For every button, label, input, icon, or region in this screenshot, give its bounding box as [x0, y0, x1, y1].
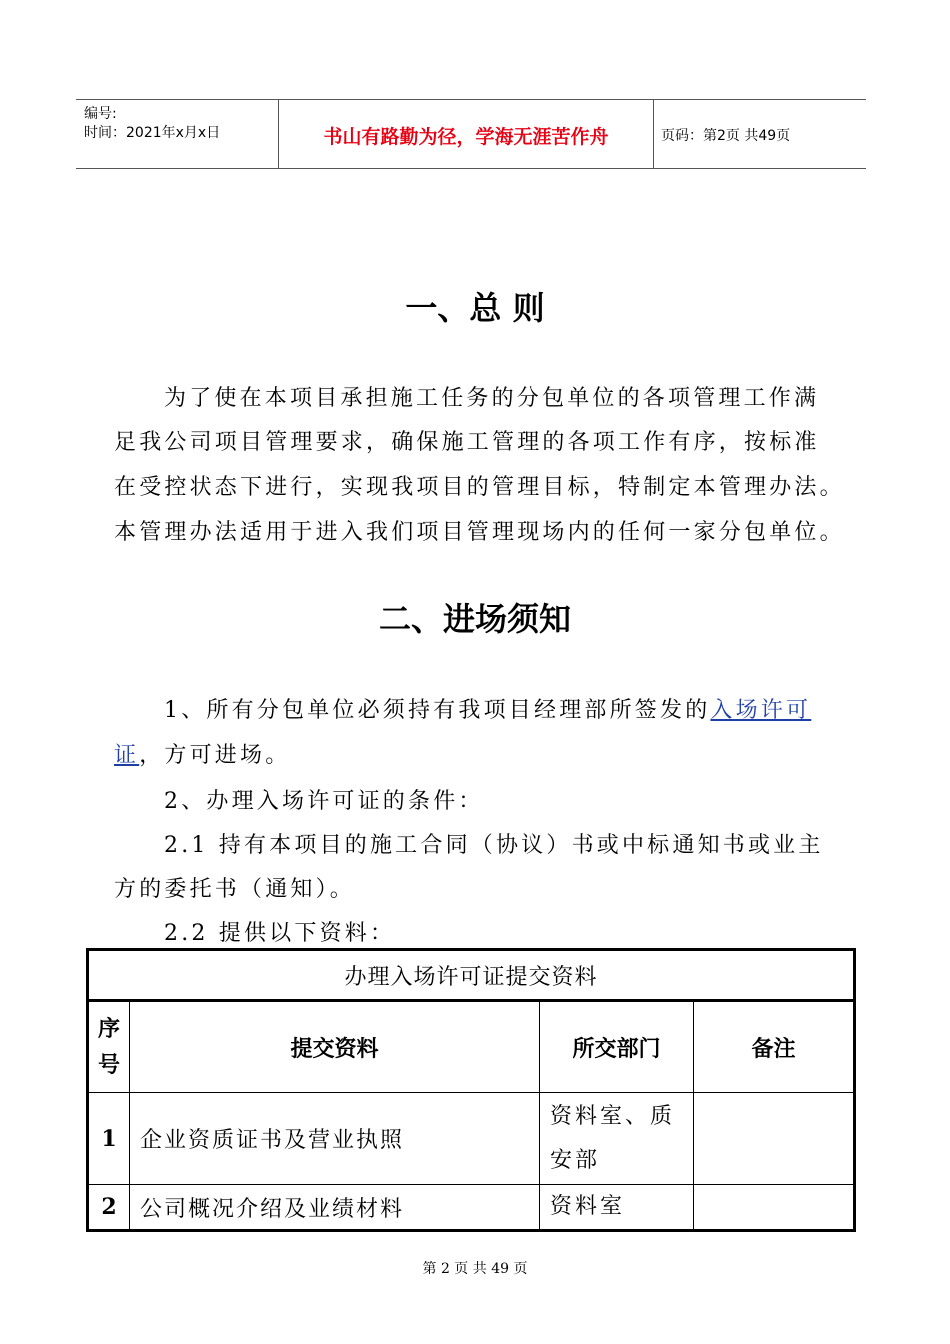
- header-motto: 书山有路勤为径，学海无涯苦作舟: [323, 126, 609, 148]
- header-center-cell: [278, 100, 654, 168]
- item-2-1-line-2: 方的委托书（通知）。: [114, 877, 356, 902]
- item-2-2: 2.2 提供以下资料：: [164, 921, 396, 946]
- header-right-cell: [653, 100, 866, 168]
- row-note: [694, 1185, 855, 1231]
- table-caption: 办理入场许可证提交资料: [88, 950, 855, 1001]
- item-1-line: [164, 693, 811, 724]
- item-1-suffix: ，方可进场。: [139, 743, 291, 768]
- row-dept-line1: 资料室、质: [550, 1103, 676, 1129]
- paragraph-line: 为了使在本项目承担施工任务的分包单位的各项管理工作满: [164, 386, 820, 411]
- paragraph-line: 本管理办法适用于进入我们项目管理现场内的任何一家分包单位。: [114, 520, 845, 545]
- item-2-1-line-1: 2.1 持有本项目的施工合同（协议）书或中标通知书或业主: [164, 833, 824, 858]
- table-header-row: [88, 1001, 855, 1093]
- item-1-line-2: [114, 738, 290, 769]
- entry-permit-link-cont[interactable]: 证: [114, 743, 140, 768]
- row-dept: 资料室: [540, 1185, 694, 1231]
- item-1-text: 1、所有分包单位必须持有我项目经理部所签发的: [164, 698, 711, 723]
- row-dept-line2: 安部: [550, 1147, 601, 1173]
- paragraph-line: 在受控状态下进行，实现我项目的管理目标，特制定本管理办法。: [114, 475, 845, 500]
- entry-permit-link[interactable]: 入场许可: [710, 698, 812, 723]
- document-time-label: 时间：2021年x月x日: [84, 125, 221, 141]
- section-title-entry: 二、进场须知: [378, 600, 571, 638]
- page-footer: 第 2 页 共 49 页: [422, 1261, 528, 1277]
- row-num: 2: [88, 1185, 130, 1231]
- header-material: 提交资料: [130, 1001, 540, 1093]
- table-row: [88, 1093, 855, 1185]
- row-material: 企业资质证书及营业执照: [130, 1093, 540, 1185]
- header-seq-line2: 号: [97, 1052, 120, 1078]
- header-page-number: 页码：第2页 共49页: [661, 128, 791, 144]
- row-material: 公司概况介绍及业绩材料: [130, 1185, 540, 1231]
- row-note: [694, 1093, 855, 1185]
- header-seq: [88, 1001, 130, 1093]
- page-header: [76, 99, 866, 169]
- section-title-general: 一、总 则: [405, 289, 545, 327]
- header-note: 备注: [694, 1001, 855, 1093]
- row-num: 1: [88, 1093, 130, 1185]
- materials-table: [86, 948, 856, 1232]
- row-dept: [540, 1093, 694, 1185]
- item-2: 2、办理入场许可证的条件：: [164, 789, 484, 814]
- header-left-cell: [76, 100, 278, 168]
- document-number-label: 编号:: [84, 106, 117, 122]
- paragraph-line: 足我公司项目管理要求，确保施工管理的各项工作有序，按标准: [114, 430, 820, 455]
- header-dept: 所交部门: [540, 1001, 694, 1093]
- table-row: [88, 1185, 855, 1231]
- header-seq-line1: 序: [97, 1016, 120, 1042]
